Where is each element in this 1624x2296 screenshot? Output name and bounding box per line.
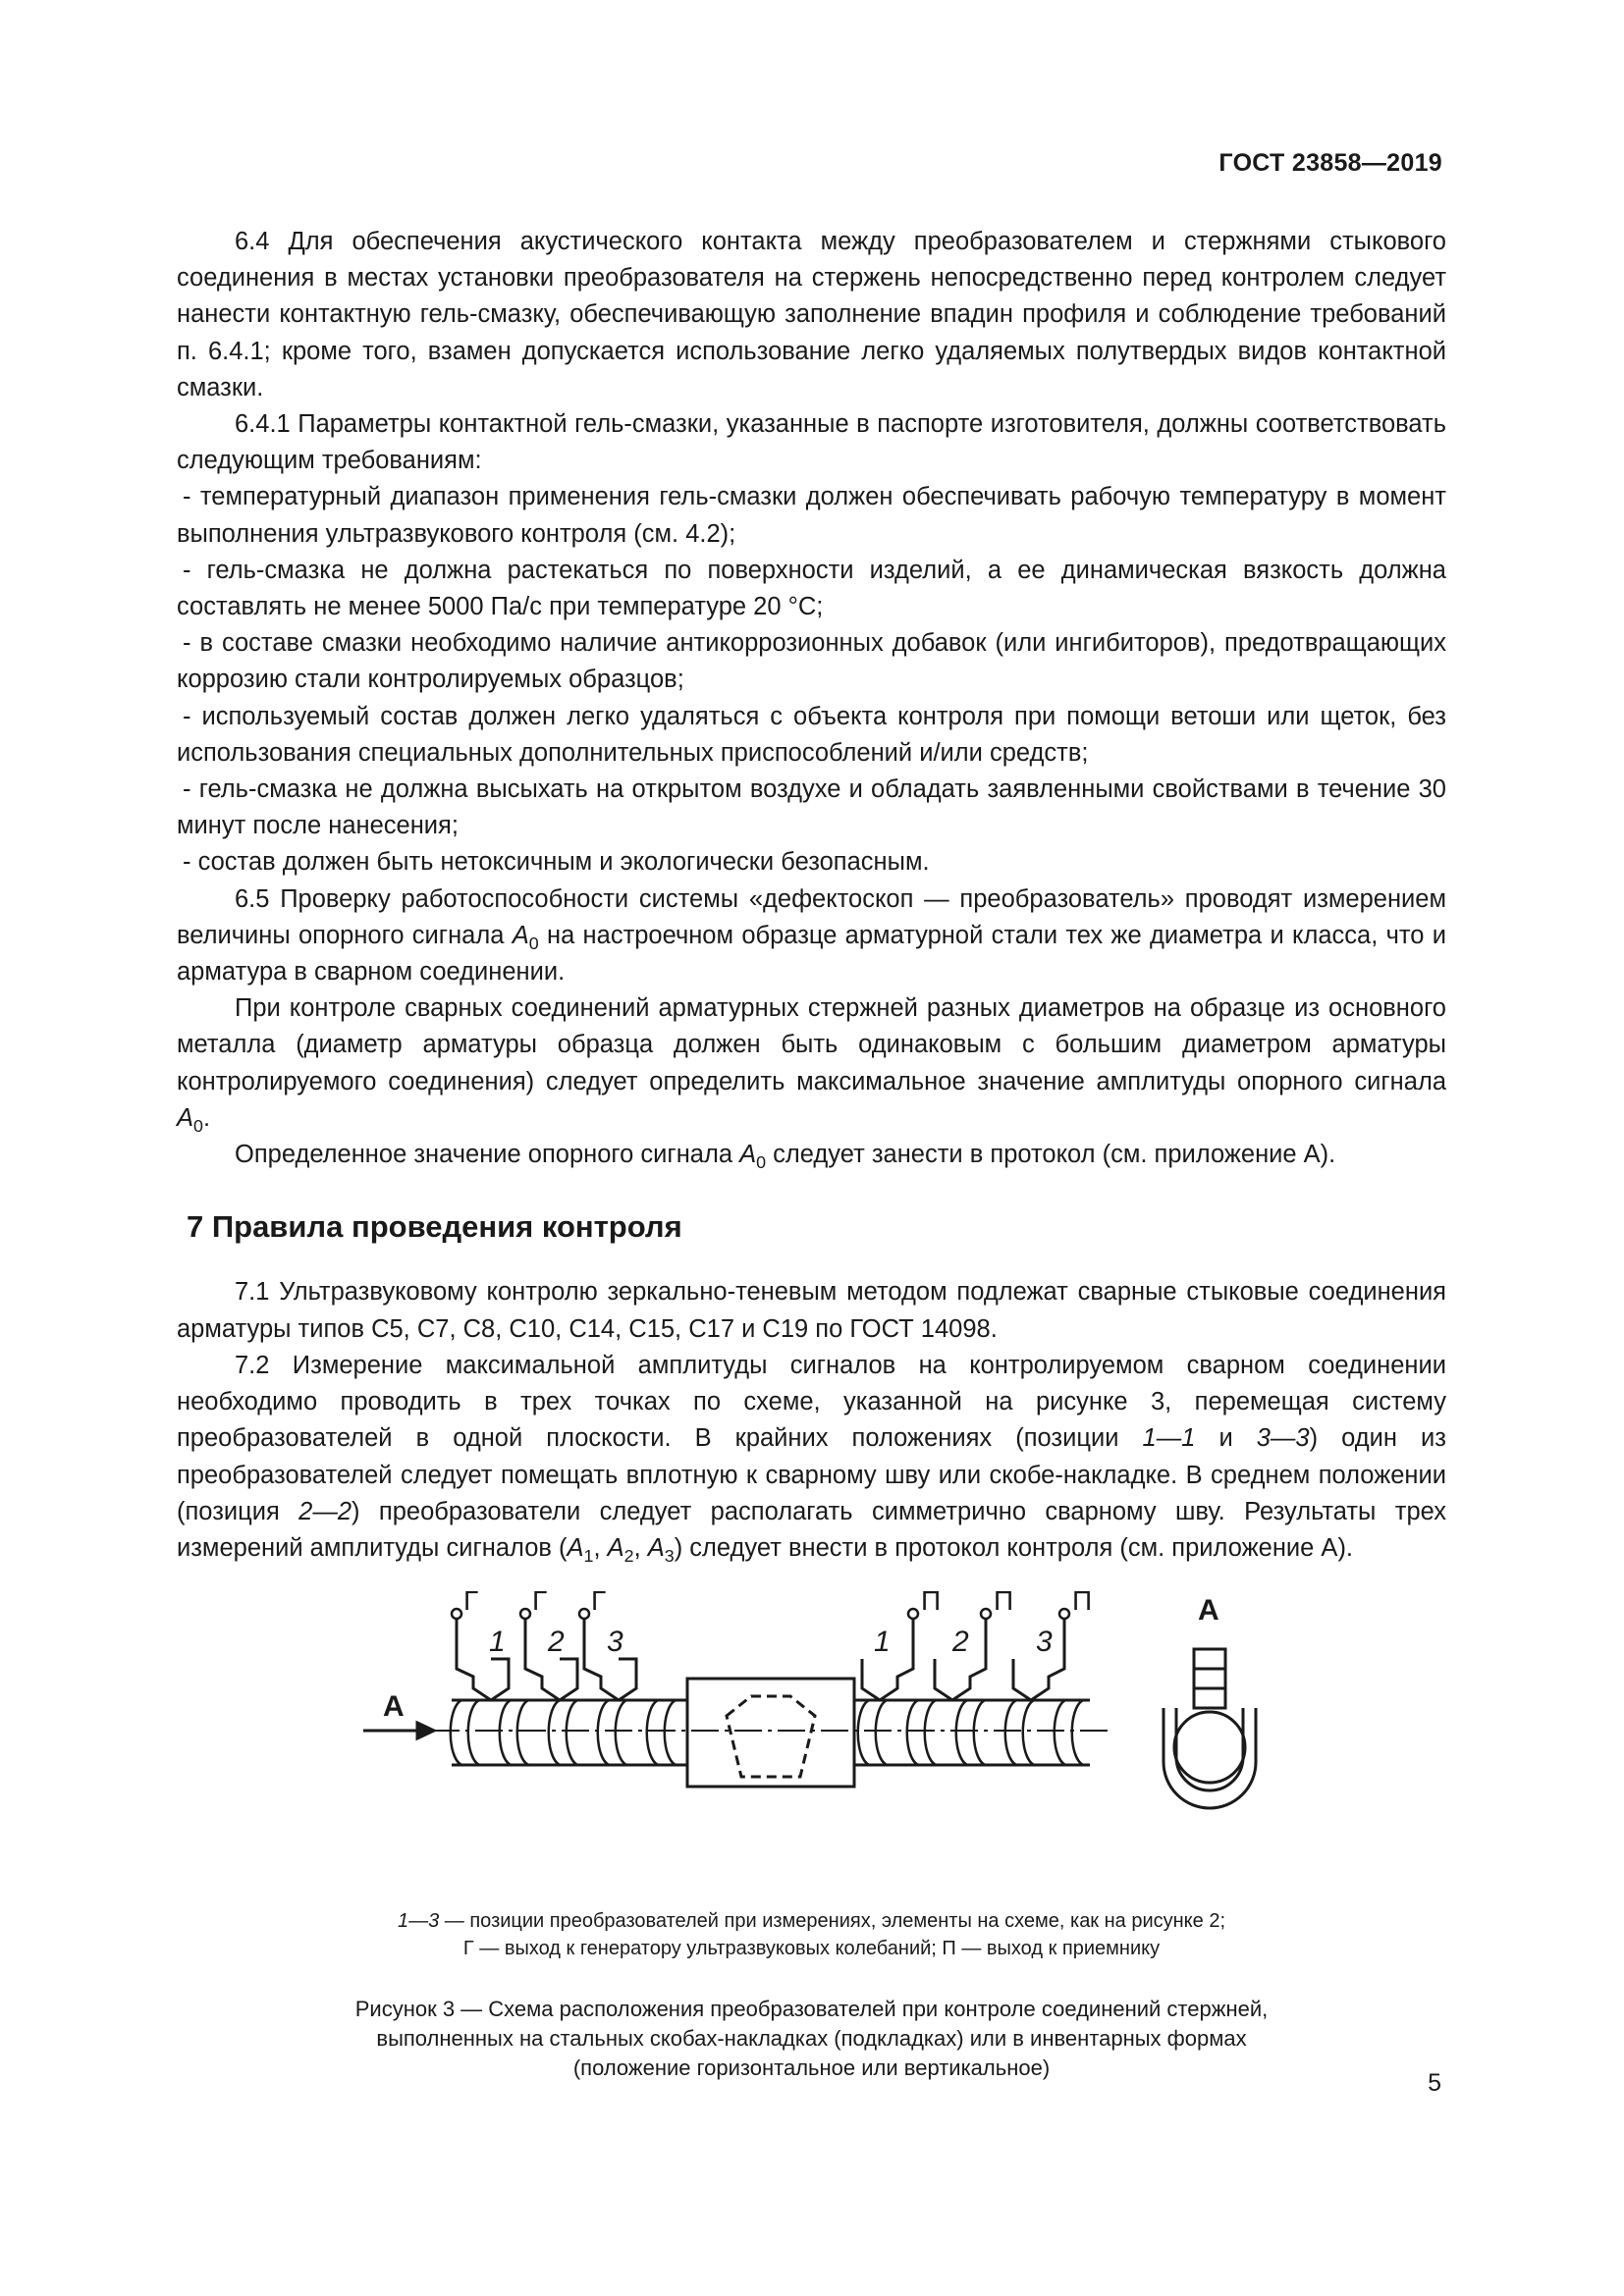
section-7-heading: 7 Правила проведения контроля xyxy=(187,1209,682,1245)
section-label: А xyxy=(1198,1594,1219,1627)
caption-line: выполненных на стальных скобах-накладках (подкладках) или в инвентарных формах xyxy=(376,2026,1247,2051)
legend-line-1: 1—3 — позиции преобразователей при измерениях, элементы на схеме, как на рисунке 2; xyxy=(397,1910,1226,1932)
position-label: 3 xyxy=(1036,1626,1053,1658)
list-item: - гель-смазка не должна растекаться по поверхности изделий, а ее динамическая вязкость должна составлять не менее 5000 Па/с при температуре 20 °С; xyxy=(177,556,1446,621)
label-p: П xyxy=(994,1585,1014,1616)
list-item: - гель-смазка не должна высыхать на открытом воздухе и обладать заявленными свойствами в течение 30 минут после нанесения; xyxy=(177,775,1446,840)
position-label: 2 xyxy=(952,1626,969,1658)
caption-line: Рисунок 3 — Схема расположения преобразователей при контроле соединений стержней, xyxy=(354,1997,1269,2021)
legend-line-2: Г — выход к генератору ультразвуковых колебаний; П — выход к приемнику xyxy=(462,1938,1161,1959)
figure-legend xyxy=(177,1907,1446,1962)
transducer-layout-diagram xyxy=(363,1580,1276,1845)
document-header: ГОСТ 23858—2019 xyxy=(1218,149,1442,177)
caption-line: (положение горизонтальное или вертикальное) xyxy=(572,2056,1051,2080)
rebar-ribs-right xyxy=(858,1700,1083,1765)
label-g: Г xyxy=(532,1585,548,1616)
position-label: 1 xyxy=(874,1626,891,1658)
paragraph-6-4-1: 6.4.1 Параметры контактной гель-смазки, указанные в паспорте изготовителя, должны соответствовать следующим требованиям: xyxy=(177,410,1446,475)
list-item: - температурный диапазон применения гель-смазки должен обеспечивать рабочую температуру в момент выполнения ультразвукового контроля (см. 4.2); xyxy=(177,483,1446,548)
paragraph-6-5-b: При контроле сварных соединений арматурных стержней разных диаметров на образце из основного металла (диаметр арматуры образца должен быть одинаковым с большим диаметром арматуры контролируемого соединения) следует определить максимальное значение амплитуды опорного сигнала $A_0$. xyxy=(177,994,1446,1136)
position-label: 1 xyxy=(489,1626,506,1658)
list-item: - используемый состав должен легко удаляться с объекта контроля при помощи ветоши или щеток, без использования специальных дополнительных приспособлений и/или средств; xyxy=(177,702,1446,767)
weld-seam xyxy=(727,1696,815,1777)
paragraph-6-5: 6.5 Проверку работоспособности системы «дефектоскоп — преобразователь» проводят измерением величины опорного сигнала $A_0$ на настроечном образце арматурной стали тех же диаметра и класса, что и арматура в сварном соединении. xyxy=(177,884,1447,987)
position-label: 2 xyxy=(548,1626,565,1658)
page-number: 5 xyxy=(1428,2069,1441,2097)
section-view xyxy=(1164,1649,1256,1808)
arrow-label: А xyxy=(383,1690,405,1723)
label-g: Г xyxy=(591,1585,607,1616)
label-g: Г xyxy=(463,1585,479,1616)
label-p: П xyxy=(1072,1585,1093,1616)
paragraph-7-1: 7.1 Ультразвуковому контролю зеркально-теневым методом подлежат сварные стыковые соединения арматуры типов С5, С7, С8, С10, С14, С15, С17 и С19 по ГОСТ 14098. xyxy=(177,1278,1446,1343)
label-p: П xyxy=(921,1585,942,1616)
figure-caption xyxy=(177,1995,1446,2083)
list-item: - состав должен быть нетоксичным и экологически безопасным. xyxy=(183,848,930,877)
paragraph-6-4: 6.4 Для обеспечения акустического контакта между преобразователем и стержнями стыкового соединения в местах установки преобразователя на стержень непосредственно перед контролем следует нанести контактную гель-смазку, обеспечивающую заполнение впадин профиля и соблюдение требований п. 6.4.1; кроме того, взамен допускается использование легко удаляемых полутвердых видов контактной смазки. xyxy=(177,228,1446,401)
body-text xyxy=(177,224,1446,1567)
position-label: 3 xyxy=(607,1626,623,1658)
list-item: - в составе смазки необходимо наличие антикоррозионных добавок (или ингибиторов), предотвращающих коррозию стали контролируемых образцов; xyxy=(177,629,1446,694)
paragraph-7-2: 7.2 Измерение максимальной амплитуды сигналов на контролируемом сварном соединении необходимо проводить в трех точках по схеме, указанной на рисунке 3, перемещая систему преобразователей в одной плоскости. В крайних положениях (позиции 1—1 и 3—3) один из преобразователей следует помещать вплотную к сварному шву или скобе-накладке. В среднем положении (позиция 2—2) преобразователи следует располагать симметрично сварному шву. Результаты трех измерений амплитуды сигналов ($A_1$, $A_2$, $A_3$) следует внести в протокол контроля (см. приложение А). xyxy=(177,1351,1446,1566)
rebar-ribs-left xyxy=(451,1700,676,1765)
paragraph-6-5-c: Определенное значение опорного сигнала $A_0$ следует занести в протокол (см. приложение А). xyxy=(235,1141,1336,1173)
